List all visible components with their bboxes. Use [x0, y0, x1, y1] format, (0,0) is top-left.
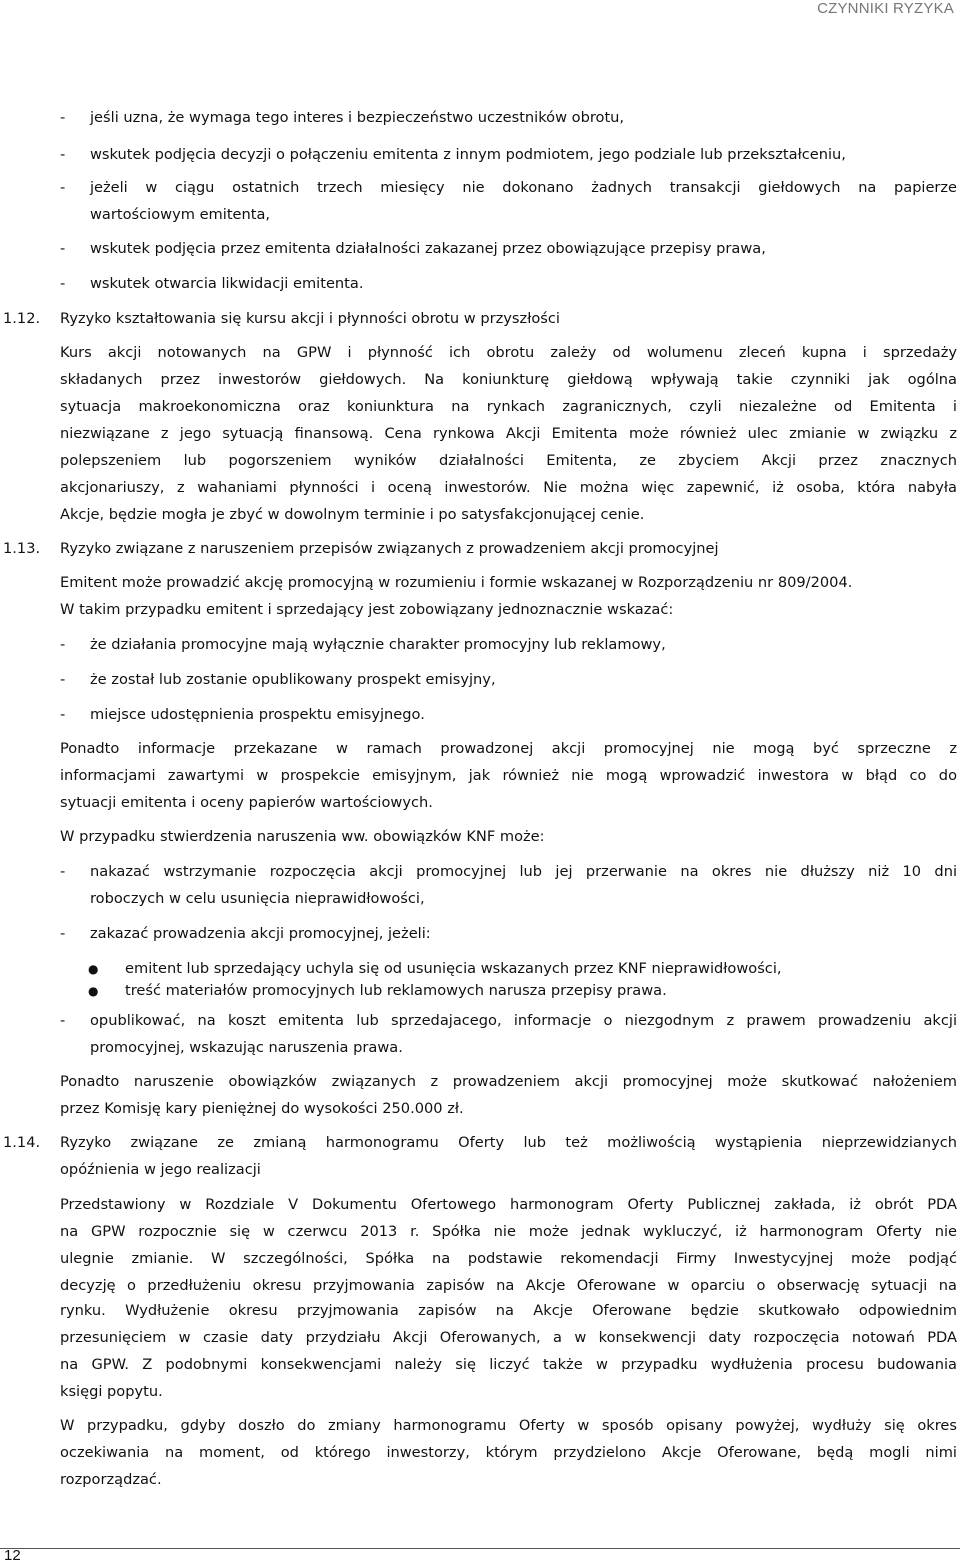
dash-marker: - — [60, 275, 66, 292]
text-line: rynku. Wydłużenie okresu przyjmowania zapisów na Akcje Oferowane będzie skutkowało odpowiednim — [60, 1302, 957, 1319]
text-line: na GPW. Z podobnymi konsekwencjami należy się liczyć także w przypadku wydłużenia procesu budowania — [60, 1356, 957, 1373]
text-line: Przedstawiony w Rozdziale V Dokumentu Ofertowego harmonogram Oferty Publicznej zakłada, iż obrót PDA — [60, 1196, 957, 1213]
page-number: 12 — [4, 1547, 21, 1564]
text-line: W przypadku stwierdzenia naruszenia ww. obowiązków KNF może: — [60, 828, 545, 845]
text-line: składanych przez inwestorów giełdowych. Na koniunkturę giełdową wpływają takie czynniki jak ogólna — [60, 371, 957, 388]
text-line: sytuacji emitenta i oceny papierów wartościowych. — [60, 794, 433, 811]
dash-marker: - — [60, 109, 66, 126]
text-line: ulegnie zmianie. W szczególności, Spółka na podstawie rekomendacji Firmy Inwestycyjnej może podjąć — [60, 1250, 957, 1267]
dash-marker: - — [60, 863, 66, 880]
list-item-text: roboczych w celu usunięcia nieprawidłowości, — [90, 890, 425, 907]
dash-marker: - — [60, 146, 66, 163]
text-line: W przypadku, gdyby doszło do zmiany harmonogramu Oferty w sposób opisany powyżej, wydłuży się okres — [60, 1417, 957, 1434]
bullet-icon: ● — [88, 984, 99, 998]
footer-divider — [0, 1548, 960, 1549]
text-line: informacjami zawartymi w prospekcie emisyjnym, jak również nie mogą wprowadzić inwestora w błąd co do — [60, 767, 957, 784]
text-line: Ponadto naruszenie obowiązków związanych z prowadzeniem akcji promocyjnej może skutkować nałożeniem — [60, 1073, 957, 1090]
list-item-text: opublikować, na koszt emitenta lub sprzedajacego, informacje o niezgodnym z prawem prowadzeniu akcji — [90, 1012, 957, 1029]
dash-marker: - — [60, 1012, 66, 1029]
text-line: decyzję o przedłużeniu okresu przyjmowania zapisów na Akcje Oferowane w oparciu o obserwację sytuacji na — [60, 1277, 957, 1294]
list-item-text: miejsce udostępnienia prospektu emisyjnego. — [90, 706, 425, 723]
dash-marker: - — [60, 240, 66, 257]
list-item-text: jeżeli w ciągu ostatnich trzech miesięcy nie dokonano żadnych transakcji giełdowych na papierze — [90, 179, 957, 196]
section-number: 1.14. — [3, 1134, 41, 1151]
list-item-text: wartościowym emitenta, — [90, 206, 271, 223]
text-line: Ponadto informacje przekazane w ramach prowadzonej akcji promocyjnej nie mogą być sprzeczne z — [60, 740, 957, 757]
dash-marker: - — [60, 671, 66, 688]
text-line: oczekiwania na moment, od którego inwestorzy, którym przydzielono Akcje Oferowane, będą mogli nimi — [60, 1444, 957, 1461]
dash-marker: - — [60, 636, 66, 653]
text-line: akcjonariuszy, z wahaniami płynności i oceną inwestorów. Nie można więc zapewnić, iż osoba, która nabyła — [60, 479, 957, 496]
list-item-text: że został lub zostanie opublikowany prospekt emisyjny, — [90, 671, 496, 688]
bullet-icon: ● — [88, 962, 99, 976]
text-line: przesunięciem w czasie daty przydziału Akcji Oferowanych, a w konsekwencji daty rozpoczęcia notowań PDA — [60, 1329, 957, 1346]
section-title: opóźnienia w jego realizacji — [60, 1161, 261, 1178]
bullet-text: treść materiałów promocyjnych lub reklamowych narusza przepisy prawa. — [125, 982, 667, 999]
text-line: rozporządzać. — [60, 1471, 162, 1488]
list-item-text: promocyjnej, wskazując naruszenia prawa. — [90, 1039, 403, 1056]
section-title: Ryzyko związane ze zmianą harmonogramu Oferty lub też możliwością wystąpienia nieprzewidzianych — [60, 1134, 957, 1151]
list-item-text: nakazać wstrzymanie rozpoczęcia akcji promocyjnej lub jej przerwanie na okres nie dłuższy niż 10 dni — [90, 863, 957, 880]
list-item-text: jeśli uzna, że wymaga tego interes i bezpieczeństwo uczestników obrotu, — [90, 109, 625, 126]
list-item-text: wskutek podjęcia decyzji o połączeniu emitenta z innym podmiotem, jego podziale lub przekształceniu, — [90, 146, 846, 163]
text-line: niezwiązane z jego sytuacją finansową. Cena rynkowa Akcji Emitenta może również ulec zmianie w związku z — [60, 425, 957, 442]
dash-marker: - — [60, 179, 66, 196]
list-item-text: wskutek podjęcia przez emitenta działalności zakazanej przez obowiązujące przepisy prawa, — [90, 240, 766, 257]
list-item-text: wskutek otwarcia likwidacji emitenta. — [90, 275, 364, 292]
text-line: polepszeniem lub pogorszeniem wyników działalności Emitenta, ze zbyciem Akcji przez znacznych — [60, 452, 957, 469]
dash-marker: - — [60, 925, 66, 942]
dash-marker: - — [60, 706, 66, 723]
text-line: Emitent może prowadzić akcję promocyjną w rozumieniu i formie wskazanej w Rozporządzeniu nr 809/2004. — [60, 574, 853, 591]
text-line: księgi popytu. — [60, 1383, 163, 1400]
text-line: przez Komisję kary pieniężnej do wysokości 250.000 zł. — [60, 1100, 464, 1117]
text-line: na GPW rozpocznie się w czerwcu 2013 r. Spółka nie może jednak wykluczyć, iż harmonogram Oferty nie — [60, 1223, 957, 1240]
text-line: W takim przypadku emitent i sprzedający jest zobowiązany jednoznacznie wskazać: — [60, 601, 674, 618]
section-header: CZYNNIKI RYZYKA — [817, 0, 954, 17]
text-line: Kurs akcji notowanych na GPW i płynność ich obrotu zależy od wolumenu zleceń kupna i sprzedaży — [60, 344, 957, 361]
text-line: Akcje, będzie mogła je zbyć w dowolnym terminie i po satysfakcjonującej cenie. — [60, 506, 645, 523]
section-number: 1.12. — [3, 310, 41, 327]
list-item-text: zakazać prowadzenia akcji promocyjnej, jeżeli: — [90, 925, 431, 942]
section-number: 1.13. — [3, 540, 41, 557]
bullet-text: emitent lub sprzedający uchyla się od usunięcia wskazanych przez KNF nieprawidłowości, — [125, 960, 782, 977]
section-title: Ryzyko związane z naruszeniem przepisów związanych z prowadzeniem akcji promocyjnej — [60, 540, 719, 557]
list-item-text: że działania promocyjne mają wyłącznie charakter promocyjny lub reklamowy, — [90, 636, 666, 653]
text-line: sytuacja makroekonomiczna oraz koniunktura na rynkach zagranicznych, czyli niezależne od Emitenta i — [60, 398, 957, 415]
section-title: Ryzyko kształtowania się kursu akcji i płynności obrotu w przyszłości — [60, 310, 560, 327]
